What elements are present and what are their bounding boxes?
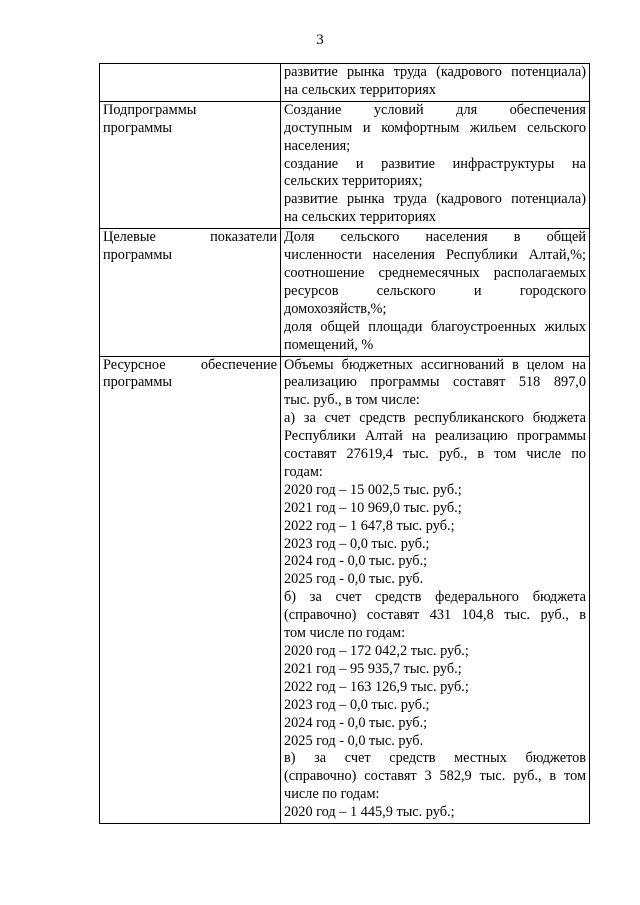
- content-line: а) за счет средств республиканского бюджета: [284, 410, 586, 427]
- content-line: сельских территориях;: [284, 173, 423, 190]
- row-label-line: программы: [103, 119, 173, 136]
- row-label-cell: [100, 356, 281, 824]
- row-content-cell: [281, 101, 590, 228]
- row-label-cell: [100, 229, 281, 356]
- table-row: [100, 356, 590, 824]
- content-line: (справочно) составят 431 104,8 тыс. руб., в: [284, 607, 586, 624]
- content-line: доля общей площади благоустроенных жилых: [284, 318, 586, 335]
- content-line: соотношение среднемесячных располагаемых: [284, 264, 586, 281]
- content-line: 2022 год – 163 126,9 тыс. руб.;: [284, 678, 469, 695]
- row-label-line: программы: [103, 374, 173, 391]
- content-line: Доля сельского населения в общей: [284, 229, 586, 246]
- content-line: 2020 год – 1 445,9 тыс. руб.;: [284, 804, 455, 821]
- content-line: 2025 год - 0,0 тыс. руб.: [284, 732, 424, 749]
- row-label-cell: [100, 101, 281, 228]
- row-label-line: [103, 64, 277, 82]
- content-line: Объемы бюджетных ассигнований в целом на: [284, 356, 586, 373]
- passport-table-body: [100, 64, 590, 824]
- content-line: численности населения Республики Алтай,%;: [284, 247, 586, 264]
- row-label-cell: [100, 64, 281, 102]
- row-label-line: Ресурсное обеспечение: [103, 356, 277, 373]
- content-line: годам:: [284, 463, 323, 480]
- content-line: доступным и комфортным жильем сельского: [284, 119, 586, 136]
- content-line: развитие рынка труда (кадрового потенциала): [284, 64, 586, 80]
- content-line: 2025 год - 0,0 тыс. руб.: [284, 571, 424, 588]
- content-line: создание и развитие инфраструктуры на: [284, 155, 586, 172]
- content-line: развитие рынка труда (кадрового потенциала): [284, 191, 586, 208]
- content-line: тыс. руб., в том числе:: [284, 392, 420, 409]
- content-line: (справочно) составят 3 582,9 тыс. руб., в том: [284, 768, 586, 785]
- content-line: 2023 год – 0,0 тыс. руб.;: [284, 535, 430, 552]
- content-line: 2020 год – 15 002,5 тыс. руб.;: [284, 481, 462, 498]
- page-number: 3: [316, 32, 324, 48]
- content-line: 2023 год – 0,0 тыс. руб.;: [284, 696, 430, 713]
- content-line: в) за счет средств местных бюджетов: [284, 750, 586, 767]
- content-line: помещений, %: [284, 336, 374, 353]
- row-label-line: Целевые показатели: [103, 229, 277, 246]
- table-row: [100, 229, 590, 356]
- content-line: числе по годам:: [284, 786, 380, 803]
- content-line: ресурсов сельского и городского: [284, 282, 586, 299]
- row-content-cell: [281, 64, 590, 102]
- content-line: Республики Алтай на реализацию программы: [284, 428, 586, 445]
- table-row: [100, 101, 590, 228]
- row-content-cell: [281, 356, 590, 824]
- content-line: на сельских территориях: [284, 81, 437, 98]
- row-label-line: Подпрограммы: [103, 101, 197, 118]
- content-line: на сельских территориях: [284, 209, 437, 226]
- content-line: Создание условий для обеспечения: [284, 101, 586, 118]
- content-line: 2024 год - 0,0 тыс. руб.;: [284, 714, 428, 731]
- row-label-line: программы: [103, 247, 173, 264]
- content-line: 2024 год - 0,0 тыс. руб.;: [284, 553, 428, 570]
- program-passport-table: [99, 63, 590, 824]
- content-line: населения;: [284, 137, 351, 154]
- content-line: 2022 год – 1 647,8 тыс. руб.;: [284, 517, 455, 534]
- content-line: 2020 год – 172 042,2 тыс. руб.;: [284, 643, 469, 659]
- content-line: составят 27619,4 тыс. руб., в том числе по: [284, 446, 586, 463]
- table-row: [100, 64, 590, 102]
- row-content-cell: [281, 229, 590, 356]
- content-line: 2021 год – 95 935,7 тыс. руб.;: [284, 660, 462, 677]
- content-line: 2021 год – 10 969,0 тыс. руб.;: [284, 499, 462, 516]
- content-line: б) за счет средств федерального бюджета: [284, 589, 586, 606]
- content-line: том числе по годам:: [284, 625, 406, 642]
- content-line: реализацию программы составят 518 897,0: [284, 374, 586, 391]
- content-line: домохозяйств,%;: [284, 300, 387, 317]
